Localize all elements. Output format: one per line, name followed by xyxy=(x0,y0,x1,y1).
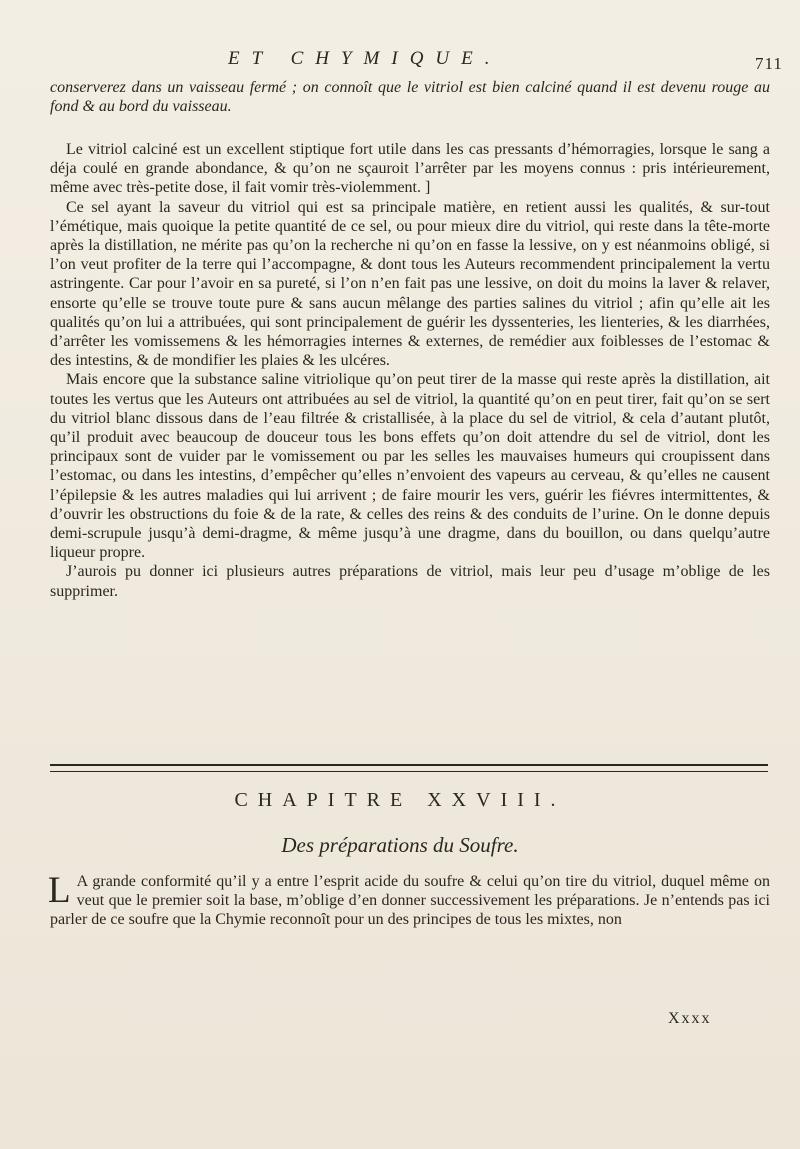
chapter-divider-rule xyxy=(50,764,768,772)
chapter-first-paragraph-text: A grande conformité qu’il y a entre l’esprit acide du soufre & celui qu’on tire du vitriol, duquel même on veut que le premier soit la base, m’oblige d’en donner successivement les préparations. Je n’entends pas ici parler de ce soufre que la Chymie reconnoît pour un des principes de tous les mixtes, non xyxy=(50,873,770,929)
chapter-first-paragraph xyxy=(50,872,770,930)
body-text-block xyxy=(50,140,770,601)
running-head: ET CHYMIQUE. xyxy=(228,48,502,69)
paragraph-calcined-vitriol: Le vitriol calciné est un excellent stiptique fort utile dans les cas pressants d’hémorragies, lorsque le sang a déja coulé en grande abondance, & qu’on ne sçauroit l’arrêter par les moyens connus : pris intérieurement, même avec très-petite dose, il fait vomir très-violemment. ] xyxy=(50,141,770,197)
paragraph-other-preparations: J’aurois pu donner ici plusieurs autres préparations de vitriol, mais leur peu d’usage m’oblige de les supprimer. xyxy=(50,563,770,600)
printer-signature-mark: Xxxx xyxy=(668,1010,712,1027)
chapter-body-block xyxy=(50,872,770,930)
paragraph-saline-substance: Mais encore que la substance saline vitriolique qu’on peut tirer de la masse qui reste après la distillation, ait toutes les vertus que les Auteurs ont attribuées au sel de vitriol, la quantité qu’on en peut tirer, fait qu’on se sert du vitriol blanc dissous dans de l’eau filtrée & cristallisée, à la place du sel de vitriol, & cela d’autant plutôt, qu’il produit avec beaucoup de douceur tous les bons effets qu’on doit attendre du sel de vitriol, dont les principaux sont de vuider par le vomissement ou par les selles les mauvaises humeurs qui croupissent dans l’estomac, ou dans les intestins, d’empêcher qu’elles n’envoient des vapeurs au cerveau, & qu’elles ne causent l’épilepsie & les autres maladies qui lui arrivent ; de faire mourir les vers, guérir les fiévres intermittentes, & d’ouvrir les obstructions du foie & de la rate, & celles des reins & des conduits de l’urine. On le donne depuis demi-scrupule jusqu’à demi-dragme, & même jusqu’à une dragme, dans du bouillon, ou dans quelqu’autre liqueur propre. xyxy=(50,371,770,562)
chapter-title: Des préparations du Soufre. xyxy=(281,833,519,857)
paragraph-salt-qualities: Ce sel ayant la saveur du vitriol qui est sa principale matière, en retient aussi les qualités, & sur-tout l’émétique, mais quoique la petite quantité de ce sel, ou pour mieux dire du vitriol, qui reste dans la tête-morte après la distillation, ne mérite pas qu’on la recherche ni qu’on en fasse la lessive, on y est néanmoins obligé, si l’on veut profiter de la terre qui l’accompagne, & dont tous les Auteurs recommendent principalement la vertu astringente. Car pour l’avoir en sa pureté, si l’on n’en fait pas une lessive, on doit du moins la laver & relaver, ensorte qu’elle se trouve toute pure & sans aucun mêlange des parties salines du vitriol ; afin qu’elle ait les qualités qu’on lui a attribuées, qui sont principalement de guérir les dyssenteries, les lienteries, & les diarrhées, d’arrêter les vomissemens & les hémorragies internes & externes, de remédier aux foiblesses de l’estomac & des intestins, & de mondifier les plaies & les ulcéres. xyxy=(50,198,770,370)
chapter-heading: CHAPITRE XXVIII. xyxy=(234,789,566,811)
page-number: 711 xyxy=(755,54,783,73)
intro-paragraph: conserverez dans un vaisseau fermé ; on connoît que le vitriol est bien calciné quand il est devenu rouge au fond & au bord du vaisseau. xyxy=(50,79,770,116)
drop-cap: L xyxy=(48,870,71,911)
intro-text-block xyxy=(50,78,770,116)
